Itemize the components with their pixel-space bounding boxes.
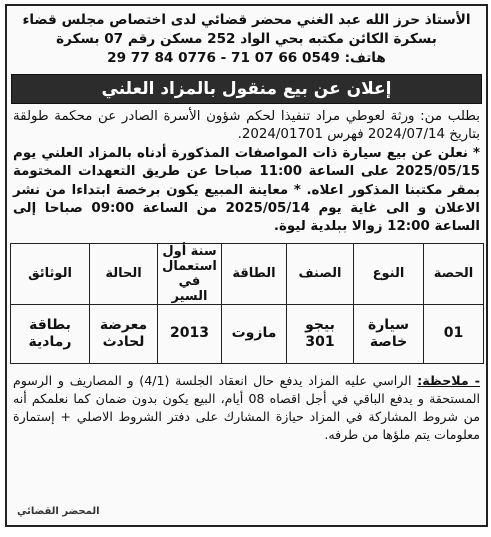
col-header-condition: الحالة	[90, 243, 158, 304]
bailiff-address-line: بسكرة الكائن مكتبه بحي الواد 252 مسكن رقم 07 بسكرة	[56, 31, 437, 47]
cell-condition: معرضة لحادث	[90, 304, 158, 363]
bailiff-name-line: الأستاذ حرز الله عبد الغني محضر قضائي لدى اختصاص مجلس قضاء	[22, 12, 471, 28]
table-header-row	[11, 243, 484, 304]
bailiff-header	[7, 6, 486, 68]
cell-category: بيجو 301	[287, 304, 354, 363]
cell-lot: 01	[424, 304, 484, 363]
requester-paragraph: بطلب من: ورثة لعوطي مراد تنفيذا لحكم شؤون الأسرة الصادر عن محكمة طولقة بتاريخ 2024/07/14 فهرس 2024/01701.	[13, 109, 480, 143]
bailiff-phone-line	[15, 49, 478, 68]
bailiff-signature: المحضر القضائي	[17, 506, 100, 517]
col-header-fuel: الطاقة	[222, 243, 287, 304]
notice-title: إعلان عن بيع منقول بالمزاد العلني	[101, 79, 392, 99]
col-header-kind: النوع	[354, 243, 424, 304]
table-row	[11, 304, 484, 363]
phone-numbers: 29 77 84 0776 - 71 07 66 0549	[107, 50, 340, 66]
col-header-category: الصنف	[287, 243, 354, 304]
col-header-first-use: سنة أول استعمال في السير	[158, 243, 222, 304]
notice-title-banner	[11, 74, 482, 104]
notice-body	[7, 104, 486, 237]
cell-documents: بطاقة رمادية	[11, 304, 90, 363]
col-header-lot: الحصة	[424, 243, 484, 304]
col-header-documents: الوثائق	[11, 243, 90, 304]
cell-kind: سيارة خاصة	[354, 304, 424, 363]
vehicle-table	[10, 243, 484, 364]
notice-page	[5, 4, 488, 527]
notice-note	[7, 364, 486, 445]
sale-details-paragraph: * نعلن عن بيع سيارة ذات المواصفات المذكورة أدناه بالمزاد العلني يوم 2025/05/15 على الساعة 11:00 صباحا عن طريق التعهدات المختومة بمقر مكتبنا المذكور اعلاه. * معاينة المبيع يكون برخصة ابتداءا من نشر الاعلان و الى غاية يوم 2025/05/14 من الساعة 09:00 صباحا إلى الساعة 12:00 زوالا ببلدية ليوة.	[13, 145, 481, 235]
phone-label: هاتف:	[344, 50, 386, 66]
cell-first-use: 2013	[158, 304, 222, 363]
cell-fuel: مازوت	[222, 304, 287, 363]
note-label: - ملاحظة:	[417, 372, 480, 388]
note-text: الراسي عليه المزاد يدفع حال انعقاد الجلسة (4/1) و المصاريف و الرسوم المستحقة و يدفع الباقي في أجل اقصاه 08 أيام، البيع يكون بدون ضمان كما نعلمكم أنه من شروط المشاركة في المزاد حيازة المشارك على دفتر الشروط الاصلي + إستمارة معلومات يتم ملؤها من طرفه.	[13, 372, 480, 443]
